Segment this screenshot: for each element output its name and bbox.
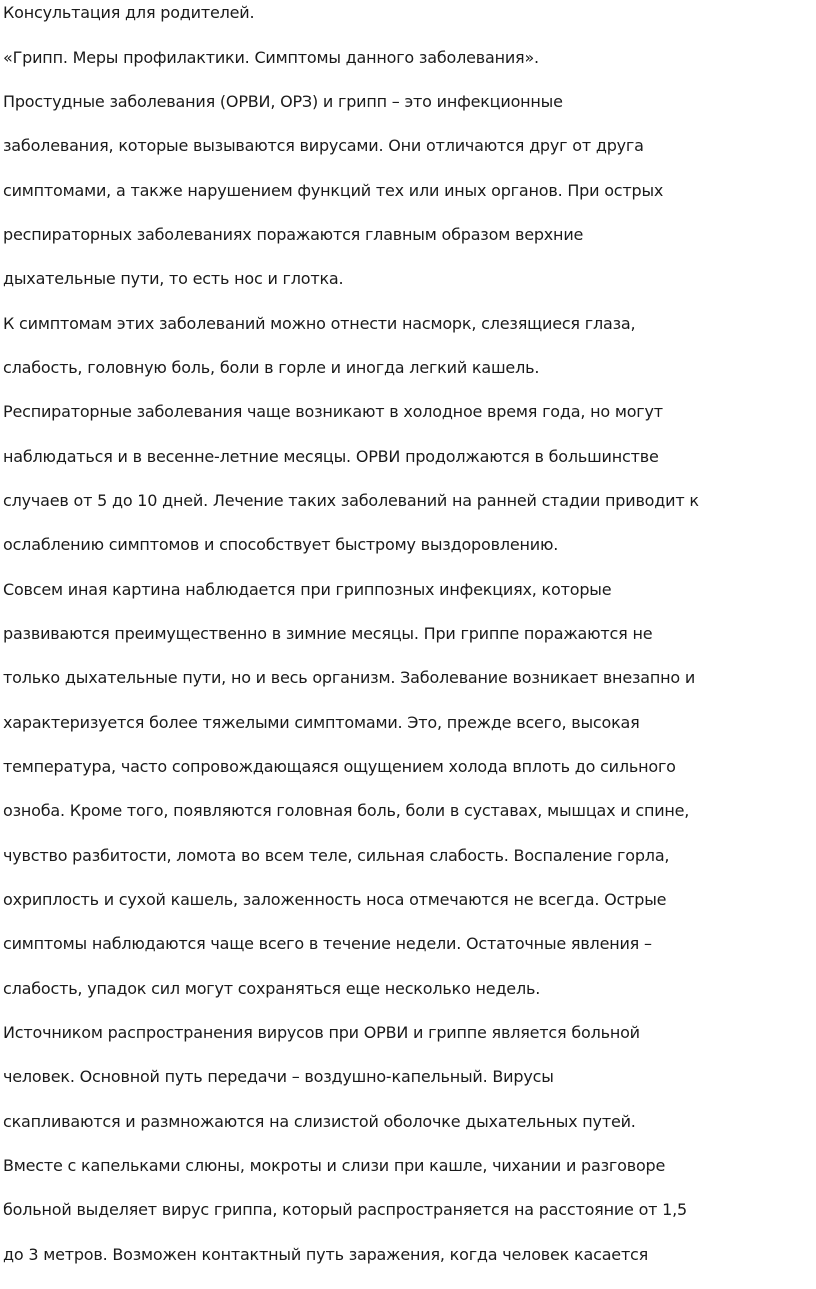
text-line: Источником распространения вирусов при ОРВИ и гриппе является больной [3,1023,640,1042]
text-line: развиваются преимущественно в зимние месяцы. При гриппе поражаются не [3,624,653,643]
text-line: Респираторные заболевания чаще возникают в холодное время года, но могут [3,402,663,421]
text-line: охриплость и сухой кашель, заложенность носа отмечаются не всегда. Острые [3,890,667,909]
text-line: дыхательные пути, то есть нос и глотка. [3,269,344,288]
text-line: чувство разбитости, ломота во всем теле, сильная слабость. Воспаление горла, [3,846,670,865]
text-line: человек. Основной путь передачи – воздушно-капельный. Вирусы [3,1067,554,1086]
text-line: симптомами, а также нарушением функций тех или иных органов. При острых [3,181,664,200]
text-line: до 3 метров. Возможен контактный путь заражения, когда человек касается [3,1245,649,1264]
text-line: характеризуется более тяжелыми симптомами. Это, прежде всего, высокая [3,713,640,732]
text-line: ослаблению симптомов и способствует быстрому выздоровлению. [3,535,559,554]
text-line: наблюдаться и в весенне-летние месяцы. ОРВИ продолжаются в большинстве [3,447,659,466]
text-line: озноба. Кроме того, появляются головная боль, боли в суставах, мышцах и спине, [3,801,690,820]
text-line: Вместе с капельками слюны, мокроты и слизи при кашле, чихании и разговоре [3,1156,666,1175]
text-line: Совсем иная картина наблюдается при гриппозных инфекциях, которые [3,580,612,599]
text-line: температура, часто сопровождающаяся ощущением холода вплоть до сильного [3,757,676,776]
text-line: Простудные заболевания (ОРВИ, ОРЗ) и грипп – это инфекционные [3,92,563,111]
text-line: больной выделяет вирус гриппа, который распространяется на расстояние от 1,5 [3,1200,688,1219]
document-title: Консультация для родителей. [3,3,255,22]
text-line: К симптомам этих заболеваний можно отнести насморк, слезящиеся глаза, [3,314,636,333]
text-line: только дыхательные пути, но и весь организм. Заболевание возникает внезапно и [3,668,696,687]
text-line: респираторных заболеваниях поражаются главным образом верхние [3,225,584,244]
text-line: скапливаются и размножаются на слизистой оболочке дыхательных путей. [3,1112,636,1131]
text-line: слабость, головную боль, боли в горле и иногда легкий кашель. [3,358,540,377]
text-line: случаев от 5 до 10 дней. Лечение таких заболеваний на ранней стадии приводит к [3,491,699,510]
text-line: заболевания, которые вызываются вирусами. Они отличаются друг от друга [3,136,644,155]
document-subtitle: «Грипп. Меры профилактики. Симптомы данного заболевания». [3,48,539,67]
text-line: симптомы наблюдаются чаще всего в течение недели. Остаточные явления – [3,934,652,953]
text-line: слабость, упадок сил могут сохраняться еще несколько недель. [3,979,541,998]
